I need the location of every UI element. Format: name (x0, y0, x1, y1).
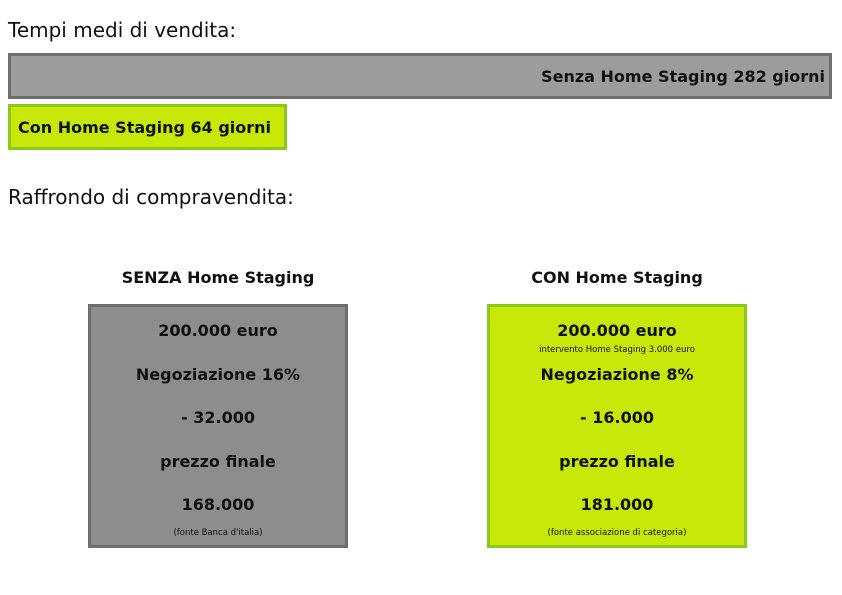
con-intervention-note: intervento Home Staging 3.000 euro (539, 345, 695, 355)
senza-summary-box (88, 304, 348, 548)
con-source: (fonte associazione di categoria) (547, 528, 687, 538)
con-staging-bar (8, 104, 287, 150)
senza-staging-bar (8, 53, 832, 99)
con-final-value: 181.000 (580, 495, 654, 514)
con-price: 200.000 euro (557, 321, 677, 340)
senza-final-label: prezzo finale (160, 452, 276, 471)
con-column-title: CON Home Staging (531, 268, 703, 287)
comparison-heading: Raffrondo di compravendita: (8, 185, 294, 209)
con-staging-bar-label: Con Home Staging 64 giorni (18, 117, 272, 137)
senza-price: 200.000 euro (158, 321, 278, 340)
con-negotiation: Negoziazione 8% (540, 365, 694, 384)
sale-times-heading: Tempi medi di vendita: (8, 18, 237, 42)
con-final-label: prezzo finale (559, 452, 675, 471)
senza-negotiation: Negoziazione 16% (135, 365, 301, 384)
senza-source: (fonte Banca d'italia) (173, 528, 263, 538)
senza-staging-bar-label: Senza Home Staging 282 giorni (541, 66, 825, 86)
senza-discount: - 32.000 (181, 408, 255, 427)
con-summary-box (487, 304, 747, 548)
senza-final-value: 168.000 (181, 495, 255, 514)
senza-column-title: SENZA Home Staging (121, 268, 315, 287)
con-discount: - 16.000 (580, 408, 654, 427)
